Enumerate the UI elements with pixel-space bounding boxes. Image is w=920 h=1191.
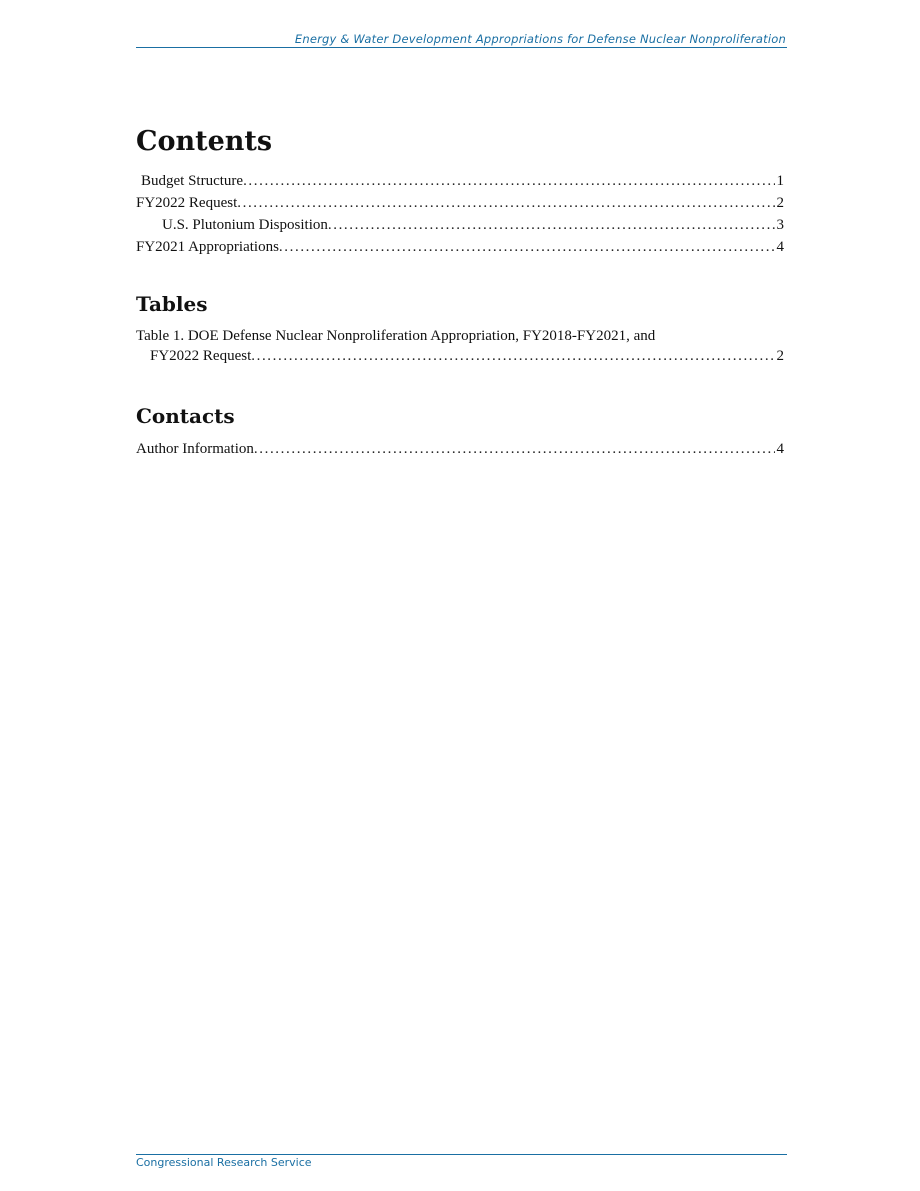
toc-entry-fy2021-appropriations[interactable] [136, 236, 784, 258]
toc-entry-label-line1: Table 1. DOE Defense Nuclear Nonproliferation Appropriation, FY2018-FY2021, and [136, 328, 656, 344]
dot-leader [328, 214, 775, 236]
toc-entry-label: FY2022 Request [136, 195, 238, 211]
toc-entry-label: Author Information [136, 441, 254, 457]
footer-divider [136, 1154, 787, 1155]
toc-entry-label: FY2021 Appropriations [136, 239, 279, 255]
toc-page-number: 4 [776, 441, 784, 457]
toc-entry-budget-structure[interactable] [136, 170, 784, 192]
contacts-list [136, 438, 784, 460]
dot-leader [251, 346, 774, 366]
dot-leader [279, 236, 775, 258]
toc-page-number: 1 [776, 173, 784, 189]
toc-entry-label-line2: FY2022 Request [150, 348, 252, 364]
toc-page-number: 2 [776, 348, 784, 364]
footer-organization: Congressional Research Service [136, 1156, 312, 1169]
contents-list [136, 170, 784, 258]
toc-entry-table-1[interactable] [136, 326, 784, 366]
contacts-heading: Contacts [136, 404, 235, 428]
toc-entry-author-information[interactable] [136, 438, 784, 460]
dot-leader [237, 192, 774, 214]
toc-page-number: 2 [776, 195, 784, 211]
toc-entry-fy2022-request[interactable] [136, 192, 784, 214]
tables-heading: Tables [136, 292, 208, 316]
toc-entry-us-plutonium-disposition[interactable] [136, 214, 784, 236]
dot-leader [254, 438, 775, 460]
toc-page-number: 3 [776, 217, 784, 233]
table-of-contents [136, 124, 784, 460]
dot-leader [243, 170, 774, 192]
running-header: Energy & Water Development Appropriations for Defense Nuclear Nonproliferation [294, 32, 786, 46]
contents-heading: Contents [136, 126, 273, 157]
toc-page-number: 4 [776, 239, 784, 255]
header-divider [136, 47, 787, 48]
toc-entry-label: U.S. Plutonium Disposition [162, 217, 328, 233]
toc-entry-label: Budget Structure [141, 173, 244, 189]
